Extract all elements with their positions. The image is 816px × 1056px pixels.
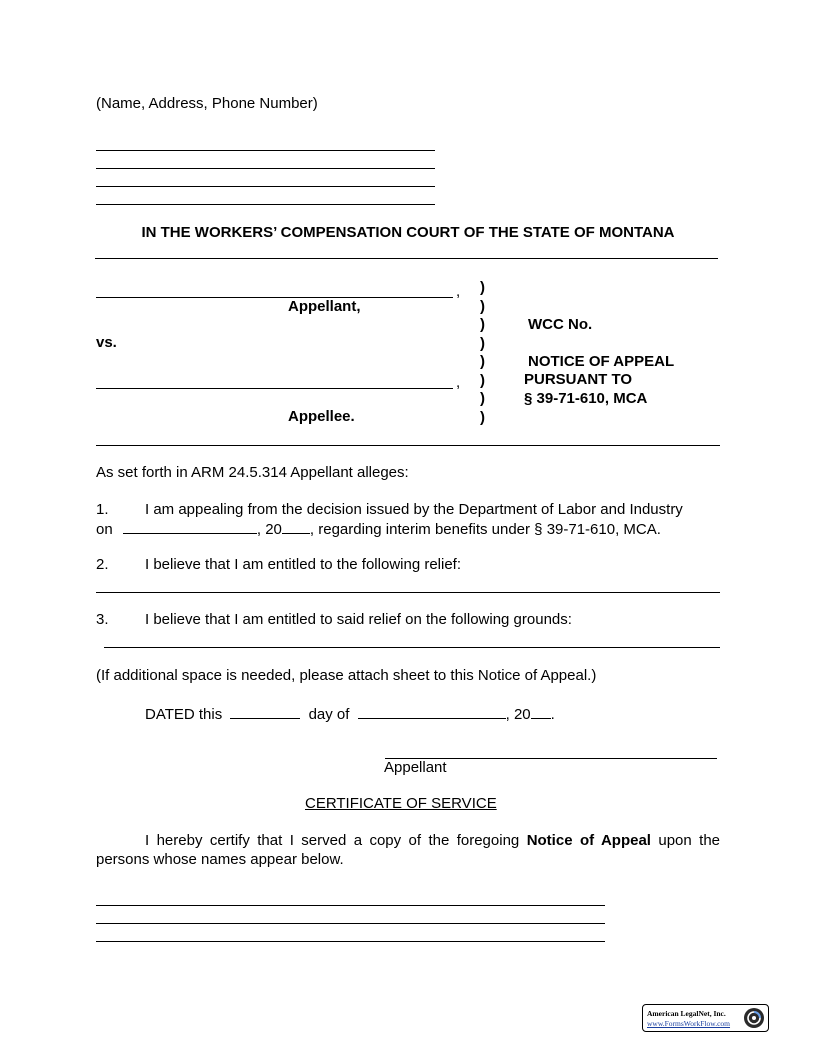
decision-date-blank[interactable] [123, 519, 257, 534]
wcc-number-label: WCC No. [528, 316, 593, 333]
appellant-label: Appellant, [288, 298, 361, 315]
name-address-label: (Name, Address, Phone Number) [96, 95, 318, 112]
service-name-line-2[interactable] [96, 923, 605, 924]
item-1-line-2 [96, 519, 661, 539]
intro-text: As set forth in ARM 24.5.314 Appellant alleges: [96, 464, 409, 481]
additional-space-note: (If additional space is needed, please attach sheet to this Notice of Appeal.) [96, 667, 597, 684]
caption-paren-1: ) [480, 279, 485, 296]
service-name-line-1[interactable] [96, 905, 605, 906]
court-title: IN THE WORKERS’ COMPENSATION COURT OF THE STATE OF MONTANA [141, 224, 675, 241]
american-legalnet-logo[interactable] [642, 1004, 769, 1032]
service-name-line-3[interactable] [96, 941, 605, 942]
caption-paren-5: ) [480, 353, 485, 370]
item-1-comma-20: , 20 [256, 521, 282, 538]
caption-bottom-rule [96, 445, 720, 446]
statute-citation: § 39-71-610, MCA [524, 390, 648, 407]
relief-line[interactable] [96, 592, 720, 593]
dated-year-blank[interactable] [531, 704, 551, 719]
dated-month-blank[interactable] [358, 704, 506, 719]
certificate-text-before: I hereby certify that I served a copy of the foregoing [145, 832, 527, 849]
certificate-text-after: upon the [650, 832, 721, 849]
dated-line [145, 704, 555, 724]
court-title-rule [95, 258, 718, 259]
caption-paren-2: ) [480, 298, 485, 315]
caption-paren-8: ) [480, 409, 485, 426]
decision-year-blank[interactable] [282, 519, 310, 534]
caption-paren-6: ) [480, 372, 485, 389]
day-of-label: day of [308, 706, 350, 723]
dated-period: . [550, 706, 555, 723]
item-3-number: 3. [96, 611, 109, 628]
caption-paren-7: ) [480, 390, 485, 407]
pursuant-to-label: PURSUANT TO [524, 371, 633, 388]
item-2-text: I believe that I am entitled to the following relief: [145, 556, 462, 573]
caption-paren-3: ) [480, 316, 485, 333]
item-1-on: on [96, 521, 113, 538]
appellee-label: Appellee. [288, 408, 355, 425]
certificate-text-line-2: persons whose names appear below. [96, 851, 344, 868]
appellant-comma: , [456, 283, 461, 300]
vs-label: vs. [96, 334, 117, 351]
dated-this-label: DATED this [145, 706, 223, 723]
certificate-text-line-1 [145, 832, 720, 850]
signature-label: Appellant [384, 759, 447, 776]
grounds-line[interactable] [104, 647, 720, 648]
globe-icon [743, 1007, 765, 1029]
item-1-text: I am appealing from the decision issued by the Department of Labor and Industry [145, 501, 683, 518]
appellee-comma: , [456, 374, 461, 391]
appellee-name-line[interactable] [96, 388, 453, 389]
name-line-2[interactable] [96, 168, 435, 169]
name-line-4[interactable] [96, 204, 435, 205]
certificate-title: CERTIFICATE OF SERVICE [305, 795, 497, 812]
certificate-notice-bold: Notice of Appeal [526, 832, 651, 849]
appellant-name-line[interactable] [96, 297, 453, 298]
dated-day-blank[interactable] [230, 704, 300, 719]
dated-comma-20: , 20 [505, 706, 531, 723]
logo-company-name: American LegalNet, Inc. [647, 1009, 726, 1018]
item-1-number: 1. [96, 501, 109, 518]
item-1-rest: , regarding interim benefits under § 39-71-610, MCA. [309, 521, 661, 538]
name-line-3[interactable] [96, 186, 435, 187]
caption-paren-4: ) [480, 335, 485, 352]
logo-website-link[interactable]: www.FormsWorkFlow.com [647, 1019, 731, 1028]
item-2-number: 2. [96, 556, 109, 573]
name-line-1[interactable] [96, 150, 435, 151]
notice-of-appeal-title: NOTICE OF APPEAL [528, 353, 675, 370]
item-3-text: I believe that I am entitled to said relief on the following grounds: [145, 611, 572, 628]
